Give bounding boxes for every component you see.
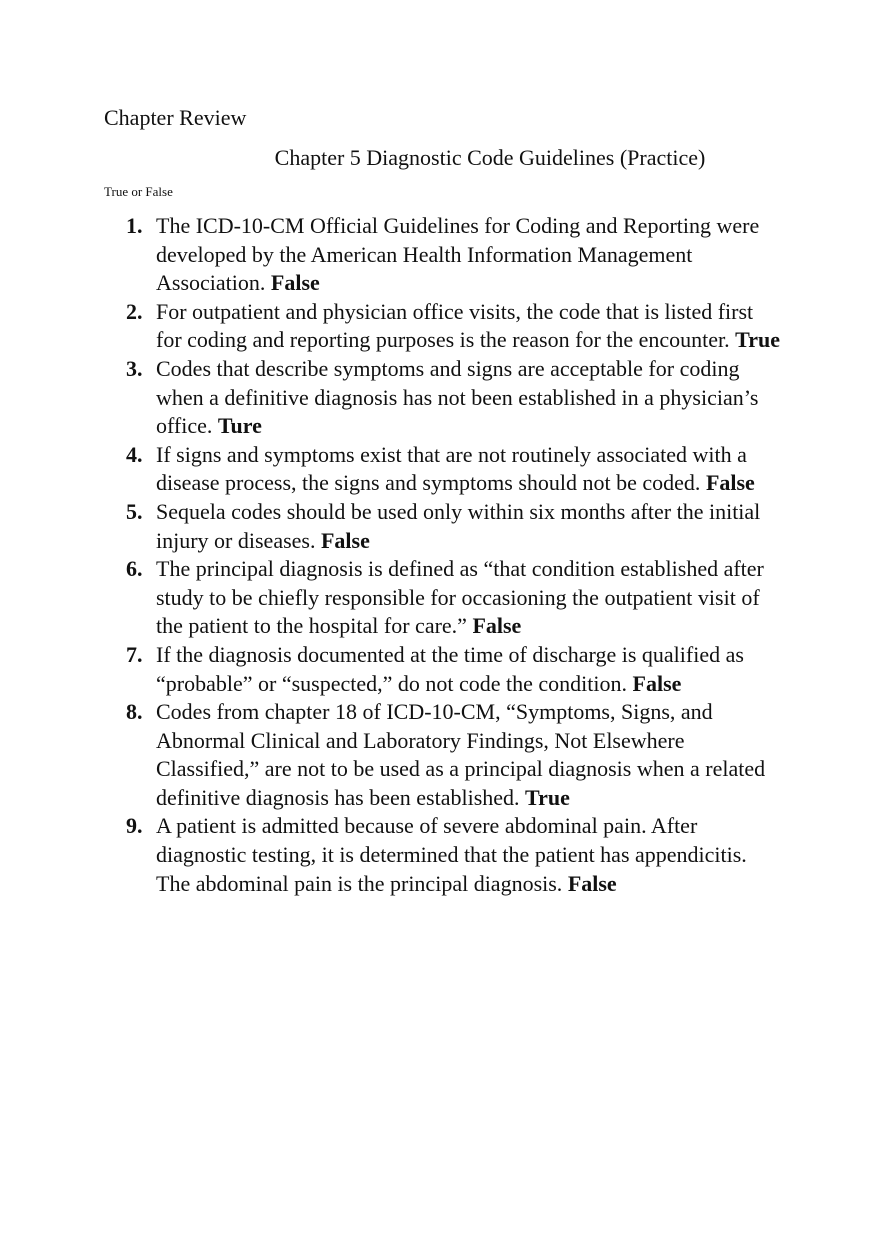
document-title: Chapter 5 Diagnostic Code Guidelines (Practice) (274, 145, 706, 170)
question-item-7 (104, 641, 784, 698)
question-answer: False (320, 527, 370, 553)
question-text: The principal diagnosis is defined as “that condition established after study to be chiefly responsible for occasioning the outpatient visit of the patient to the hospital for care.” (156, 556, 764, 639)
question-list (104, 212, 784, 898)
question-answer: True (525, 784, 570, 810)
question-item-4 (104, 441, 784, 498)
question-answer: False (632, 670, 682, 696)
question-answer: Ture (217, 413, 262, 439)
question-text: If signs and symptoms exist that are not routinely associated with a disease process, the signs and symptoms should not be coded. (156, 441, 747, 496)
question-answer: False (567, 870, 617, 896)
question-number: 1. (126, 213, 143, 238)
question-number: 5. (126, 498, 143, 524)
section-subtitle: True or False (104, 184, 173, 199)
question-number: 6. (126, 556, 143, 582)
question-item-3 (104, 355, 784, 441)
question-text: If the diagnosis documented at the time of discharge is qualified as “probable” or “suspected,” do not code the condition. (156, 641, 744, 696)
question-number: 7. (126, 641, 143, 667)
question-item-1 (104, 212, 784, 298)
question-text: Codes from chapter 18 of ICD-10-CM, “Symptoms, Signs, and Abnormal Clinical and Laboratory Findings, Not Elsewhere Classified,” are not to be used as a principal diagnosis when a related definitive diagnosis has been established. (156, 699, 766, 810)
question-number: 9. (126, 813, 143, 839)
question-text: Sequela codes should be used only within six months after the initial injury or diseases. (156, 498, 761, 553)
question-number: 8. (126, 699, 143, 725)
question-number: 4. (126, 441, 143, 467)
question-number: 3. (126, 355, 143, 381)
question-text: For outpatient and physician office visits, the code that is listed first for coding and reporting purposes is the reason for the encounter. (156, 298, 754, 353)
question-item-2 (104, 298, 784, 355)
question-item-6 (104, 555, 784, 641)
question-text: The ICD-10-CM Official Guidelines for Coding and Reporting were developed by the American Health Information Management Association. (156, 213, 760, 296)
chapter-heading: Chapter Review (104, 105, 247, 130)
question-answer: True (735, 327, 780, 353)
question-item-9 (104, 812, 784, 898)
question-answer: False (270, 270, 320, 296)
question-answer: False (705, 470, 755, 496)
question-text: Codes that describe symptoms and signs are acceptable for coding when a definitive diagnosis has not been established in a physician’s office. (156, 355, 759, 439)
question-text: A patient is admitted because of severe abdominal pain. After diagnostic testing, it is determined that the patient has appendicitis. The abdominal pain is the principal diagnosis. (156, 813, 747, 896)
question-item-5 (104, 498, 784, 555)
question-answer: False (472, 613, 522, 639)
question-item-8 (104, 698, 784, 812)
question-number: 2. (126, 298, 143, 324)
